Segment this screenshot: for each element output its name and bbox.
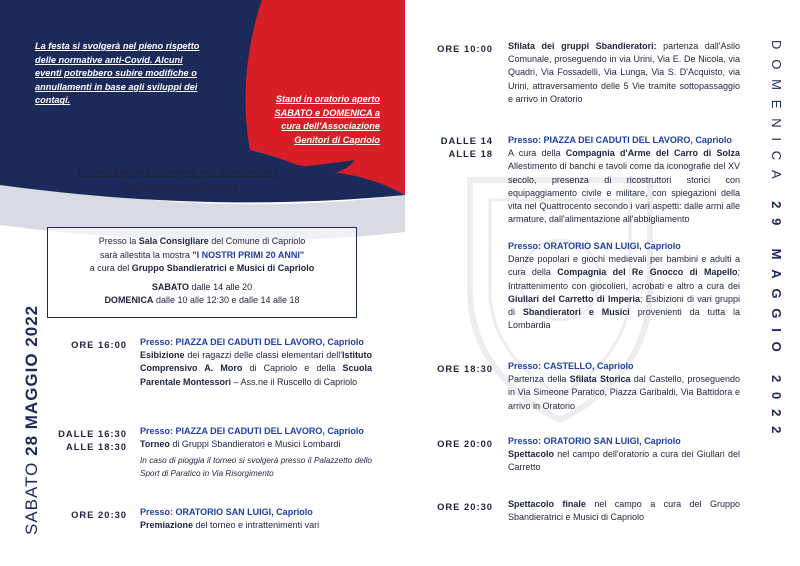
- sun-event-2-time: DALLE 14 ALLE 18: [440, 135, 493, 159]
- sun-event-4-time: ORE 18:30: [437, 363, 493, 374]
- sat-event-2-time: DALLE 16:30 ALLE 18:30: [58, 428, 127, 452]
- sun-event-6: Spettacolo finale nel campo a cura del Gruppo Sbandieratrici e Musici di Capriolo: [508, 499, 740, 523]
- sat-event-2: Presso: PIAZZA DEI CADUTI DEL LAVORO, Capriolo Torneo di Gruppi Sbandieratori e Musici Lombardi In caso di pioggia il torneo si svolgerà presso il Palazzetto dello Sport di Paratico in Via Risorgimento: [140, 425, 372, 480]
- sun-event-6-time: ORE 20:30: [437, 501, 493, 512]
- sun-event-1: Sfilata dei gruppi Sbandieratori: partenza dall'Asilo Comunale, proseguendo in via Urini, Via E. De Nicola, via Quadri, Via Fossadelli, Via Lunga, Via S. D'Acquisto, via Urini, attraversamento delle 5 Vie tramite sottopassaggio e arrivo in Oratorio: [508, 41, 740, 104]
- rain-note: In caso di pioggia si svolgerà solo la mostra nella Sala Consigliare del Comune: [78, 167, 278, 191]
- sat-event-1-location: Presso: PIAZZA DEI CADUTI DEL LAVORO, Capriolo: [140, 337, 364, 347]
- sun-event-3: Presso: ORATORIO SAN LUIGI, Capriolo Danze popolari e giochi medievali per bambini e adulti a cura della Compagnia del Re Gnocco di Mapello; Intrattenimento con giocolieri, acrobati e altro a cura dei Giullari del Carretto di Imperia; Esibizioni di vari gruppi di Sbandieratori e Musici provenienti da tutta la Lombardia: [508, 241, 740, 331]
- sat-event-2-location: Presso: PIAZZA DEI CADUTI DEL LAVORO, Capriolo: [140, 426, 364, 436]
- sun-event-2-location: Presso: PIAZZA DEI CADUTI DEL LAVORO, Capriolo: [508, 135, 732, 145]
- exhibit-line-1: Presso la Sala Consigliare del Comune di Capriolo: [98, 236, 306, 246]
- sat-event-3: Presso: ORATORIO SAN LUIGI, Capriolo Premiazione del torneo e intrattenimenti vari: [140, 506, 372, 532]
- sun-event-4: Presso: CASTELLO, Capriolo Partenza della Sfilata Storica dal Castello, proseguendo in Via Simeone Paratico, Piazza Garibaldi, Via Battidora e arrivo in Oratorio: [508, 361, 740, 411]
- sun-event-3-location: Presso: ORATORIO SAN LUIGI, Capriolo: [508, 241, 681, 251]
- oratorio-stand-note: Stand in oratorio aperto SABATO e DOMENICA a cura dell'Associazione Genitori di Capriolo: [274, 94, 380, 145]
- sunday-date-label: DOMENICA 29 MAGGIO 2022: [769, 40, 784, 444]
- sun-event-5-location: Presso: ORATORIO SAN LUIGI, Capriolo: [508, 436, 681, 446]
- exhibit-line-3: a cura del Gruppo Sbandieratrici e Musici di Capriolo: [89, 263, 315, 274]
- sun-event-5: Presso: ORATORIO SAN LUIGI, Capriolo Spettacolo nel campo dell'oratorio a cura dei Giullari del Carretto: [508, 436, 740, 473]
- sun-event-2: Presso: PIAZZA DEI CADUTI DEL LAVORO, Capriolo A cura della Compagnia d'Arme del Carro di Solza Allestimento di banchi e tavoli come da iconografie del XV secolo, presenza di ricostruttori storici con equipaggiamento civile e militare, con spiegazioni della vita nel Quattrocento secondo i vari aspetti: dalle armi alle armature, dall'alimentazione all'abbigliamento: [508, 135, 741, 225]
- exhibit-info-box: [47, 227, 357, 318]
- exhibit-saturday-hours: SABATO dalle 14 alle 20: [151, 281, 253, 292]
- sat-event-2-rain-note: In caso di pioggia il torneo si svolgerà presso il Palazzetto dello Sport di Paratico in Via Risorgimento: [140, 456, 372, 478]
- anticovid-note: La festa si svolgerà nel pieno rispetto delle normative anti-Covid. Alcuni eventi potrebbero subire modifiche o annullamenti in base agli sviluppi dei contagi.: [35, 41, 200, 106]
- sat-event-1: Presso: PIAZZA DEI CADUTI DEL LAVORO, Capriolo Esibizione dei ragazzi delle classi elementari dell'Istituto Comprensivo A. Moro di Capriolo e della Scuola Parentale Montessori – Ass.ne il Ruscello di Capriolo: [140, 337, 372, 387]
- exhibit-sunday-hours: DOMENICA dalle 10 alle 12:30 e dalle 14 alle 18: [104, 295, 300, 306]
- sat-event-3-location: Presso: ORATORIO SAN LUIGI, Capriolo: [140, 507, 313, 517]
- sat-event-3-time: ORE 20:30: [71, 509, 127, 520]
- sun-event-5-time: ORE 20:00: [437, 438, 493, 449]
- sat-event-1-time: ORE 16:00: [71, 339, 127, 350]
- exhibit-line-2: sarà allestita la mostra "I NOSTRI PRIMI 20 ANNI": [99, 249, 305, 260]
- saturday-date-label: SABATO 28 MAGGIO 2022: [22, 304, 41, 535]
- sun-event-1-time: ORE 10:00: [437, 43, 493, 54]
- sun-event-4-location: Presso: CASTELLO, Capriolo: [508, 361, 634, 371]
